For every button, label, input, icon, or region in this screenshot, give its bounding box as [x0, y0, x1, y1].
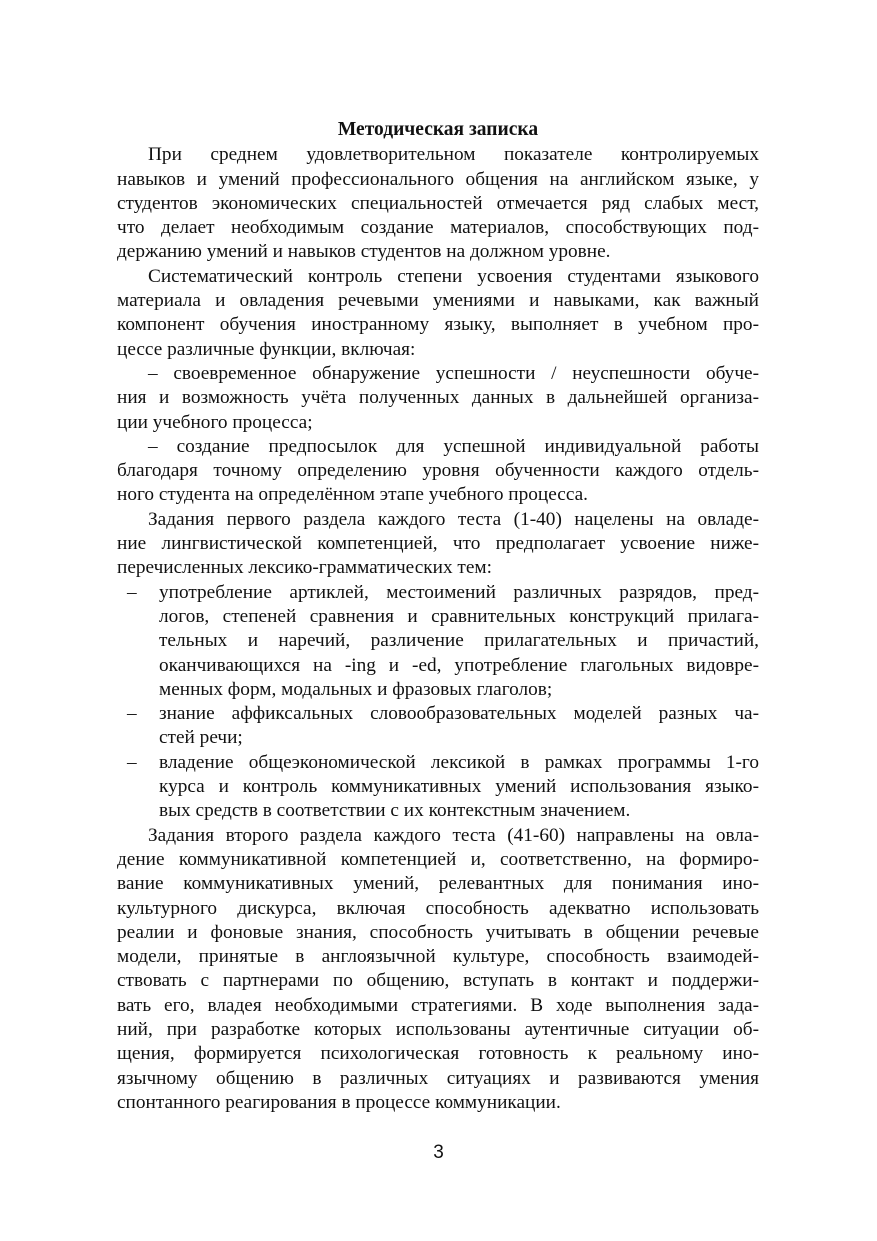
text-line: ции учебного процесса; — [117, 411, 313, 433]
list-item — [117, 581, 759, 702]
text-line: употребление артиклей, местоимений различных разрядов, пред- — [159, 581, 759, 603]
text-line: стей речи; — [159, 727, 243, 749]
text-line: цессе различные функции, включая: — [117, 338, 416, 360]
text-line: щения, формируется психологическая готовность к реальному ино- — [117, 1043, 759, 1065]
text-line: дение коммуникативной компетенцией и, соответственно, на формиро- — [117, 848, 759, 870]
text-line: ного студента на определённом этапе учебного процесса. — [117, 484, 588, 506]
text-line: компонент обучения иностранному языку, выполняет в учебном про- — [117, 314, 759, 336]
text-line: – своевременное обнаружение успешности / неуспешности обуче- — [148, 362, 759, 384]
paragraph-section-one — [117, 508, 759, 581]
text-line: благодаря точному определению уровня обученности каждого отдель- — [117, 460, 759, 482]
text-line: спонтанного реагирования в процессе коммуникации. — [117, 1091, 561, 1113]
text-line: ния и возможность учёта полученных данных в дальнейшей организа- — [117, 387, 759, 409]
text-line: Задания второго раздела каждого теста (41-60) направлены на овла- — [148, 824, 759, 846]
text-line: навыков и умений профессионального общения на английском языке, у — [117, 168, 759, 190]
text-line: оканчивающихся на -ing и -ed, употребление глагольных видовре- — [159, 654, 759, 676]
text-line: тельных и наречий, различение прилагательных и причастий, — [159, 630, 759, 652]
text-line: вание коммуникативных умений, релевантных для понимания ино- — [117, 873, 759, 895]
text-line: логов, степеней сравнения и сравнительных конструкций прилага- — [159, 605, 759, 627]
text-line: менных форм, модальных и фразовых глаголов; — [159, 678, 553, 700]
paragraph-intro — [117, 143, 759, 264]
text-line: знание аффиксальных словообразовательных моделей разных ча- — [159, 703, 759, 725]
document-title: Методическая записка — [337, 119, 539, 140]
text-line: ствовать с партнерами по общению, вступать в контакт и поддержи- — [117, 970, 759, 992]
text-line: владение общеэкономической лексикой в рамках программы 1-го — [159, 751, 759, 773]
text-line: держанию умений и навыков студентов на должном уровне. — [117, 241, 611, 263]
text-line: что делает необходимым создание материалов, способствующих под- — [117, 217, 759, 239]
text-line: студентов экономических специальностей отмечается ряд слабых мест, — [117, 192, 759, 214]
text-line: Задания первого раздела каждого теста (1-40) нацелены на овладе- — [148, 508, 759, 530]
text-line: – создание предпосылок для успешной индивидуальной работы — [148, 435, 759, 457]
list-dash: – — [127, 703, 137, 725]
text-line: ние лингвистической компетенцией, что предполагает усвоение ниже- — [117, 533, 759, 555]
text-line: ний, при разработке которых использованы аутентичные ситуации об- — [117, 1018, 759, 1040]
text-line: перечисленных лексико-грамматических тем: — [117, 557, 492, 579]
text-line: При среднем удовлетворительном показателе контролируемых — [148, 144, 759, 166]
paragraph-function-1 — [117, 362, 759, 435]
text-line: язычному общению в различных ситуациях и развиваются умения — [117, 1067, 759, 1089]
text-line: модели, принятые в англоязычной культуре, способность взаимодей- — [117, 946, 759, 968]
paragraph-control — [117, 265, 759, 362]
list-dash: – — [127, 751, 137, 773]
paragraph-function-2 — [117, 435, 759, 508]
document-page — [117, 118, 759, 1115]
text-line: материала и овладения речевыми умениями и навыками, как важный — [117, 290, 759, 312]
text-line: Систематический контроль степени усвоения студентами языкового — [148, 265, 759, 287]
text-line: вать его, владея необходимыми стратегиями. В ходе выполнения зада- — [117, 994, 759, 1016]
list-dash: – — [127, 581, 137, 603]
text-line: курса и контроль коммуникативных умений использования языко- — [159, 776, 759, 798]
paragraph-section-two — [117, 824, 759, 1116]
list-item — [117, 702, 759, 751]
list-item — [117, 751, 759, 824]
text-line: культурного дискурса, включая способность адекватно использовать — [117, 897, 759, 919]
page-number: 3 — [433, 1142, 444, 1163]
text-line: вых средств в соответствии с их контекстным значением. — [159, 800, 631, 822]
topic-list — [117, 581, 759, 824]
text-line: реалии и фоновые знания, способность учитывать в общении речевые — [117, 921, 759, 943]
